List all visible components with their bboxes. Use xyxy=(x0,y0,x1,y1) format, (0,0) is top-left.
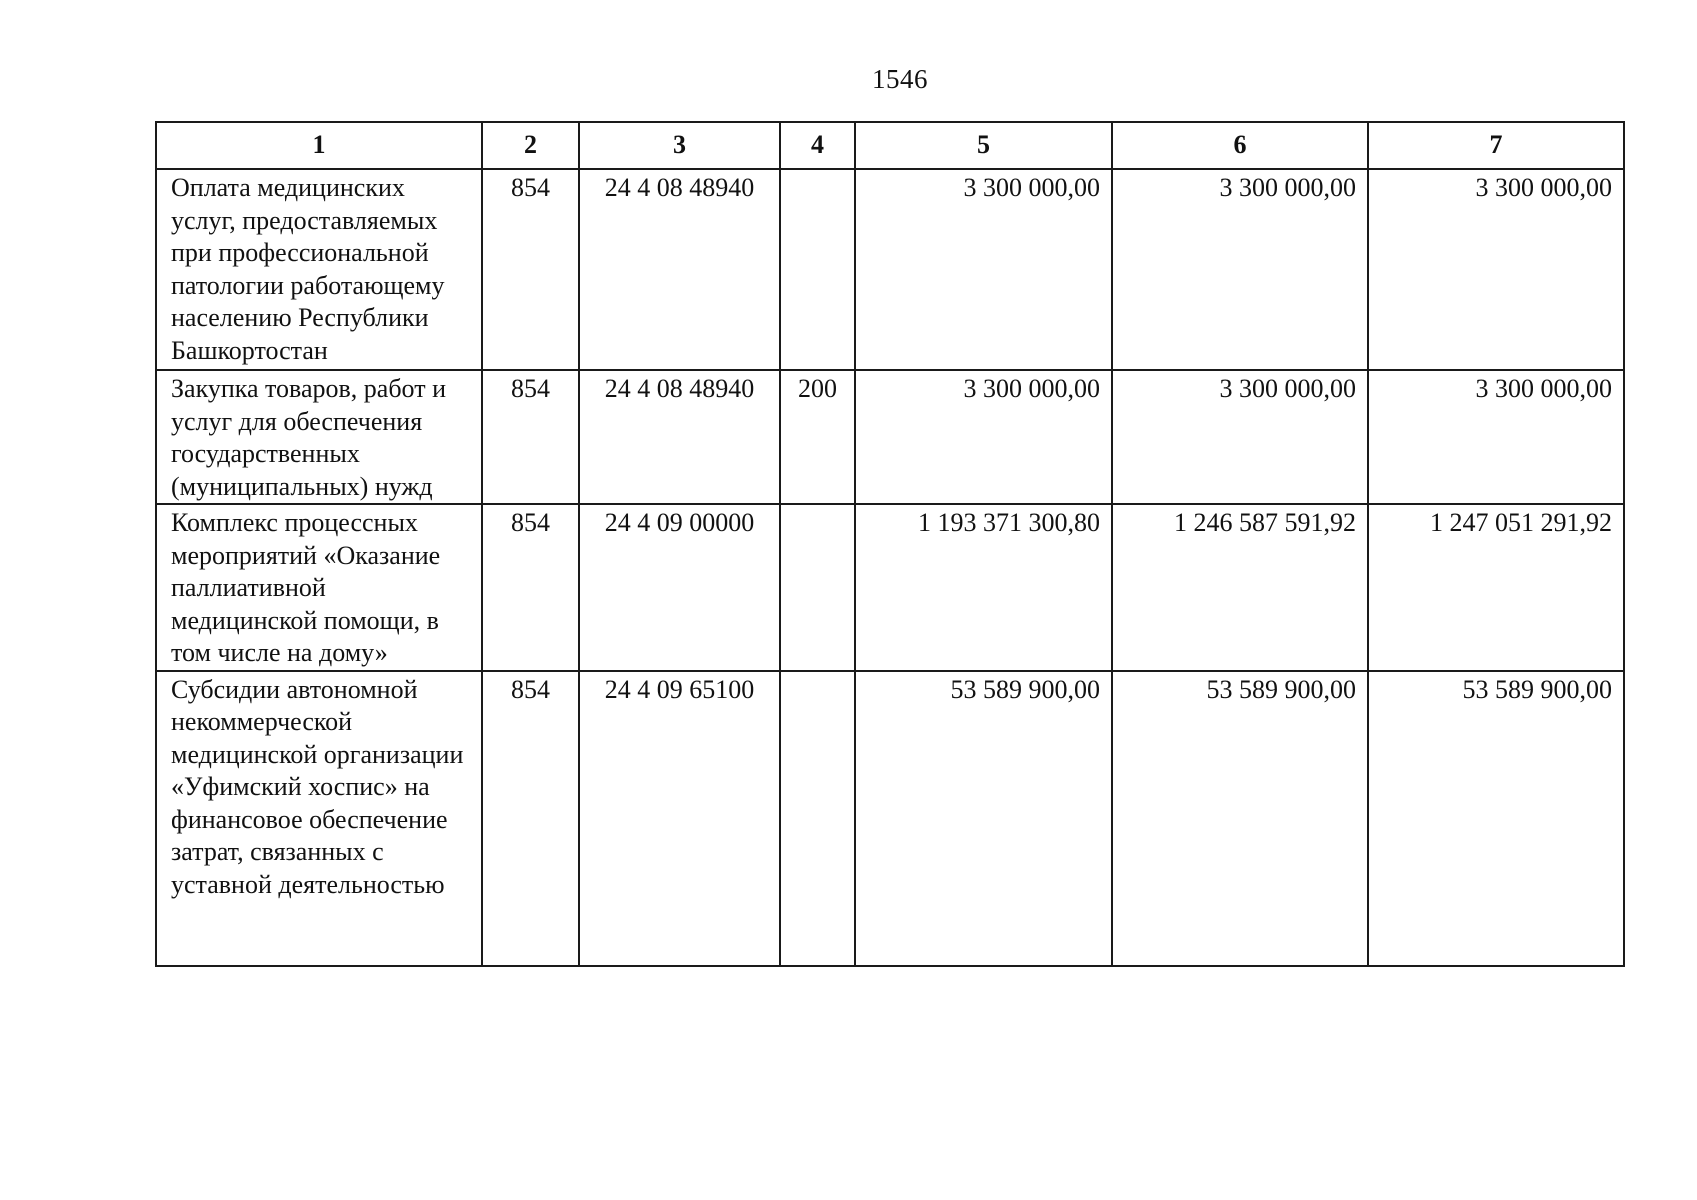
amount-cell-5: 3 300 000,00 xyxy=(855,370,1112,504)
ministry-code-cell: 854 xyxy=(482,504,579,671)
table-row xyxy=(156,370,1624,504)
ministry-code-cell: 854 xyxy=(482,370,579,504)
header-row xyxy=(156,122,1624,169)
table-body xyxy=(156,169,1624,966)
amount-cell-6: 3 300 000,00 xyxy=(1112,169,1368,370)
target-article-cell: 24 4 09 00000 xyxy=(579,504,780,671)
amount-cell-5: 1 193 371 300,80 xyxy=(855,504,1112,671)
budget-table xyxy=(155,121,1625,967)
column-header-6: 6 xyxy=(1112,122,1368,169)
row-name-cell: Закупка товаров, работ и услуг для обеспечения государственных (муниципальных) нужд xyxy=(156,370,482,504)
amount-cell-7: 3 300 000,00 xyxy=(1368,169,1624,370)
row-name-cell: Комплекс процессных мероприятий «Оказание паллиативной медицинской помощи, в том числе на дому» xyxy=(156,504,482,671)
amount-cell-6: 1 246 587 591,92 xyxy=(1112,504,1368,671)
amount-cell-5: 3 300 000,00 xyxy=(855,169,1112,370)
table-row xyxy=(156,169,1624,370)
expense-type-cell: 200 xyxy=(780,370,855,504)
table-row xyxy=(156,671,1624,966)
target-article-cell: 24 4 08 48940 xyxy=(579,169,780,370)
column-header-7: 7 xyxy=(1368,122,1624,169)
expense-type-cell xyxy=(780,504,855,671)
ministry-code-cell: 854 xyxy=(482,671,579,966)
ministry-code-cell: 854 xyxy=(482,169,579,370)
page-number: 1546 xyxy=(872,64,928,94)
column-header-4: 4 xyxy=(780,122,855,169)
expense-type-cell xyxy=(780,671,855,966)
amount-cell-6: 53 589 900,00 xyxy=(1112,671,1368,966)
amount-cell-6: 3 300 000,00 xyxy=(1112,370,1368,504)
row-name-cell: Оплата медицинских услуг, предоставляемых при профессиональной патологии работающему населению Республики Башкортостан xyxy=(156,169,482,370)
column-header-5: 5 xyxy=(855,122,1112,169)
table-row xyxy=(156,504,1624,671)
column-header-1: 1 xyxy=(156,122,482,169)
amount-cell-5: 53 589 900,00 xyxy=(855,671,1112,966)
column-header-3: 3 xyxy=(579,122,780,169)
target-article-cell: 24 4 09 65100 xyxy=(579,671,780,966)
expense-type-cell xyxy=(780,169,855,370)
row-name-cell: Субсидии автономной некоммерческой медицинской организации «Уфимский хоспис» на финансовое обеспечение затрат, связанных с уставной деятельностью xyxy=(156,671,482,966)
target-article-cell: 24 4 08 48940 xyxy=(579,370,780,504)
table-header xyxy=(156,122,1624,169)
amount-cell-7: 1 247 051 291,92 xyxy=(1368,504,1624,671)
amount-cell-7: 53 589 900,00 xyxy=(1368,671,1624,966)
amount-cell-7: 3 300 000,00 xyxy=(1368,370,1624,504)
column-header-2: 2 xyxy=(482,122,579,169)
